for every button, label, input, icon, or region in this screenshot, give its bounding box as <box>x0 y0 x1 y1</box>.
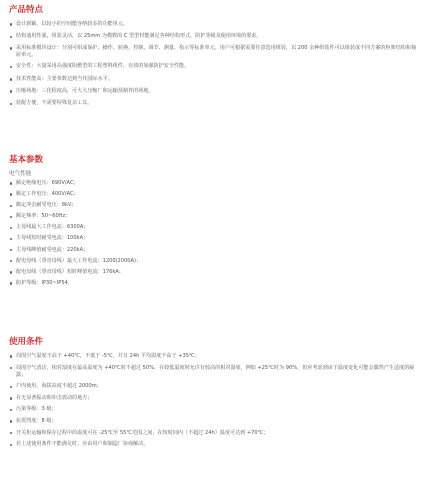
params-list <box>9 180 418 287</box>
list-item: 压缩场地：三化程度高，可大大压缩厂和运输预制件的场地。 <box>9 88 418 95</box>
conditions-section <box>9 337 418 453</box>
list-item: 设计新颖，以较小的空间能容纳较多的功能单元。 <box>9 21 418 28</box>
list-item: 额定冲击耐受电压：8kV； <box>9 202 418 209</box>
list-item: 主母线最大工作电流：6300A； <box>9 224 418 231</box>
list-item: 在无显著振动和冲击震动的地方； <box>9 395 418 402</box>
list-item: 装配方便，不需要特殊复杂工具。 <box>9 100 418 107</box>
list-item: 户内使用，海拔高度不超过 2000m； <box>9 383 418 390</box>
conditions-title: 使用条件 <box>9 337 44 347</box>
params-title: 基本参数 <box>9 155 44 165</box>
list-item: 开关柜运输和保存过程中的温度可在 -25℃至 55℃范围之间，在短时间内（不超过 24h）温度可达到 +70℃； <box>9 430 418 437</box>
conditions-list <box>9 353 418 448</box>
list-item: 技术性能高：主要参数达到当代国际水平。 <box>9 76 418 83</box>
list-item: 防护等级：IP30~IP54。 <box>9 280 418 287</box>
list-item: 若上述使用条件不能满足时，应由用户和制造厂协商解决。 <box>9 441 418 448</box>
list-item: 安全性：大量采用高强度阻燃型的工程塑料组件，有效的加强防护安全性能。 <box>9 63 418 70</box>
features-section <box>9 5 418 113</box>
list-item: 配电母线（垂直母线）最大工作电流：1200(2000A)； <box>9 258 418 265</box>
list-item: 结构通用性强，组装灵活，以 25mm 为模数的 C 型型材能满足各种结构形式、防护等级及使用环境的要求。 <box>9 33 418 40</box>
list-item: 周围空气清洁，相对湿度在最高温度为 +40℃时不超过 50%，在较低温度时允许有较高的相对湿度，例如 +25℃时为 90%，但应考虑到由于温度变化可能会偶然产生适度的凝露； <box>9 365 418 379</box>
features-list <box>9 21 418 107</box>
list-item: 额定频率：50~60Hz； <box>9 213 418 220</box>
list-item: 周围空气温度不高于 +40℃，不低于 -5℃，并且 24h 平均温度不高于 +35℃； <box>9 353 418 360</box>
list-item: 额定工作电压：400V/AC； <box>9 191 418 198</box>
list-item: 主母线峰值耐受电流：220kA； <box>9 247 418 254</box>
list-item: 主母线短时耐受电流：100kA； <box>9 235 418 242</box>
features-title: 产品特点 <box>9 5 44 15</box>
list-item: 抗震烈度：8 级； <box>9 418 418 425</box>
params-section <box>9 155 418 291</box>
list-item: 污染等级：3 级； <box>9 406 418 413</box>
list-item: 配电母线（垂直母线）短时峰值电流：176kA； <box>9 269 418 276</box>
electrical-performance-heading: 电气性能 <box>9 171 32 177</box>
list-item: 额定绝缘电压：690V/AC； <box>9 180 418 187</box>
list-item: 采用标准模块设计：分别可组成保护、操作、转换、控制、调节、测量、指示等标准单元。用户可根据需要任意选用组装，以 200 余种组装件可以组装成不同方案的柜架结构和抽屉单元。 <box>9 45 418 59</box>
